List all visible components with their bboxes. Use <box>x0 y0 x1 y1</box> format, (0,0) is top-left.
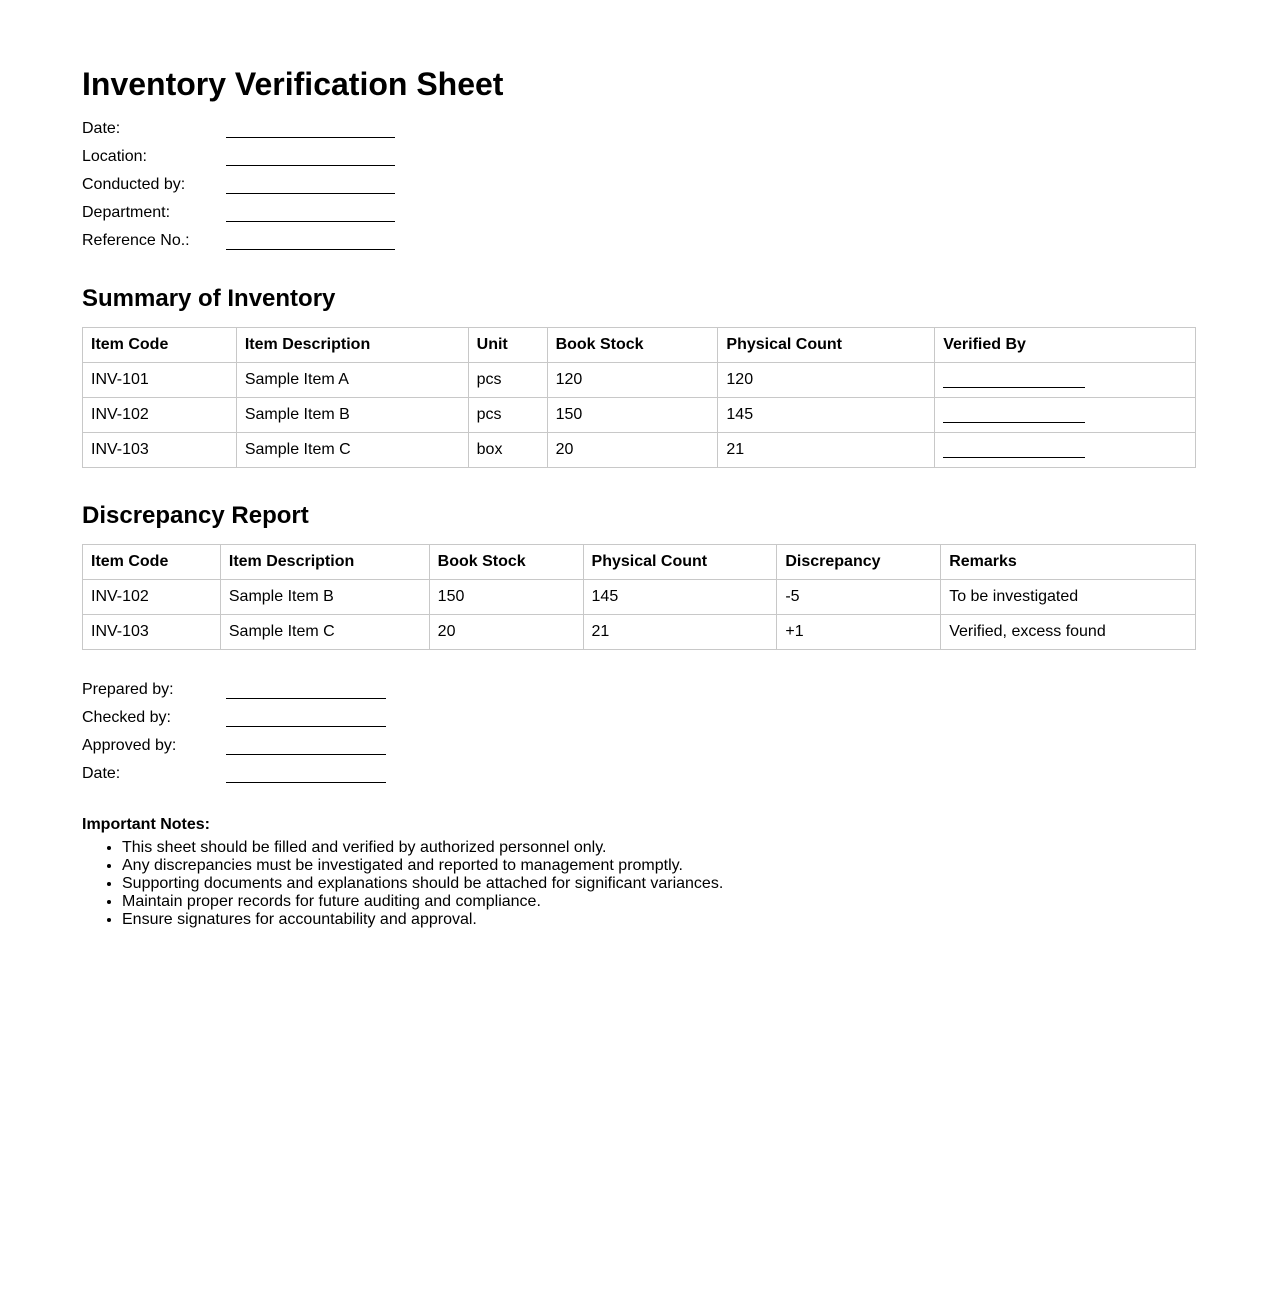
notes-list <box>82 839 723 929</box>
info-field-label: Reference No.: <box>82 232 190 249</box>
column-header: Item Description <box>236 328 468 363</box>
item-code-cell: INV-102 <box>83 398 237 433</box>
column-header: Item Code <box>83 328 237 363</box>
important-notes <box>82 815 723 929</box>
column-header: Verified By <box>935 328 1196 363</box>
signature-label: Approved by: <box>82 737 177 754</box>
department-blank-line[interactable] <box>226 202 395 222</box>
table-header-row <box>83 328 1196 363</box>
signature-field-date <box>82 763 386 791</box>
item-code-cell: INV-102 <box>83 580 221 615</box>
table-row <box>83 398 1196 433</box>
list-item: • This sheet should be filled and verified by authorized personnel only. <box>122 839 723 857</box>
info-field-label: Conducted by: <box>82 176 186 193</box>
info-field-department <box>82 202 395 230</box>
location-blank-line[interactable] <box>226 146 395 166</box>
table-row <box>83 615 1196 650</box>
approved-by-blank-line[interactable] <box>226 735 386 755</box>
physical-count-cell: 145 <box>583 580 777 615</box>
book-stock-cell: 150 <box>547 398 718 433</box>
column-header: Physical Count <box>718 328 935 363</box>
table-row <box>83 580 1196 615</box>
signature-field-approved-by <box>82 735 386 763</box>
verified-by-signature-line[interactable] <box>943 371 1085 388</box>
info-field-reference-no <box>82 230 395 258</box>
item-description-cell: Sample Item B <box>236 398 468 433</box>
notes-title: Important Notes: <box>82 816 210 833</box>
item-code-cell: INV-103 <box>83 615 221 650</box>
column-header: Unit <box>468 328 547 363</box>
unit-cell: box <box>468 433 547 468</box>
item-description-cell: Sample Item B <box>220 580 429 615</box>
item-description-cell: Sample Item A <box>236 363 468 398</box>
page-title: Inventory Verification Sheet <box>82 66 504 102</box>
verified-by-cell <box>935 398 1196 433</box>
column-header: Book Stock <box>547 328 718 363</box>
info-field-label: Department: <box>82 204 171 221</box>
unit-cell: pcs <box>468 398 547 433</box>
item-code-cell: INV-103 <box>83 433 237 468</box>
item-code-cell: INV-101 <box>83 363 237 398</box>
book-stock-cell: 150 <box>429 580 583 615</box>
info-field-location <box>82 146 395 174</box>
summary-table <box>82 327 1196 468</box>
table-row <box>83 433 1196 468</box>
verified-by-signature-line[interactable] <box>943 406 1085 423</box>
discrepancy-cell: -5 <box>777 580 941 615</box>
prepared-by-blank-line[interactable] <box>226 679 386 699</box>
column-header: Physical Count <box>583 545 777 580</box>
info-field-label: Location: <box>82 148 147 165</box>
book-stock-cell: 120 <box>547 363 718 398</box>
column-header: Item Description <box>220 545 429 580</box>
signature-label: Prepared by: <box>82 681 174 698</box>
signature-field-checked-by <box>82 707 386 735</box>
verified-by-cell <box>935 433 1196 468</box>
column-header: Book Stock <box>429 545 583 580</box>
table-row <box>83 363 1196 398</box>
column-header: Remarks <box>941 545 1196 580</box>
info-field-conducted-by <box>82 174 395 202</box>
list-item: • Supporting documents and explanations should be attached for significant variances. <box>122 875 723 893</box>
physical-count-cell: 120 <box>718 363 935 398</box>
checked-by-blank-line[interactable] <box>226 707 386 727</box>
info-field-date <box>82 118 395 146</box>
physical-count-cell: 21 <box>718 433 935 468</box>
book-stock-cell: 20 <box>429 615 583 650</box>
verified-by-signature-line[interactable] <box>943 441 1085 458</box>
physical-count-cell: 21 <box>583 615 777 650</box>
list-item: • Any discrepancies must be investigated and reported to management promptly. <box>122 857 723 875</box>
discrepancy-cell: +1 <box>777 615 941 650</box>
sign-date-blank-line[interactable] <box>226 763 386 783</box>
remarks-cell: Verified, excess found <box>941 615 1196 650</box>
reference-no-blank-line[interactable] <box>226 230 395 250</box>
physical-count-cell: 145 <box>718 398 935 433</box>
item-description-cell: Sample Item C <box>236 433 468 468</box>
header-info-fields <box>82 118 395 258</box>
discrepancy-table <box>82 544 1196 650</box>
column-header: Item Code <box>83 545 221 580</box>
signature-label: Checked by: <box>82 709 171 726</box>
info-field-label: Date: <box>82 120 121 137</box>
item-description-cell: Sample Item C <box>220 615 429 650</box>
signature-label: Date: <box>82 765 121 782</box>
book-stock-cell: 20 <box>547 433 718 468</box>
signature-field-prepared-by <box>82 679 386 707</box>
date-blank-line[interactable] <box>226 118 395 138</box>
column-header: Discrepancy <box>777 545 941 580</box>
unit-cell: pcs <box>468 363 547 398</box>
summary-heading: Summary of Inventory <box>82 285 336 312</box>
discrepancy-heading: Discrepancy Report <box>82 502 309 529</box>
signature-fields <box>82 679 386 791</box>
conducted-by-blank-line[interactable] <box>226 174 395 194</box>
table-header-row <box>83 545 1196 580</box>
list-item: • Ensure signatures for accountability and approval. <box>122 911 723 929</box>
list-item: • Maintain proper records for future auditing and compliance. <box>122 893 723 911</box>
remarks-cell: To be investigated <box>941 580 1196 615</box>
verified-by-cell <box>935 363 1196 398</box>
